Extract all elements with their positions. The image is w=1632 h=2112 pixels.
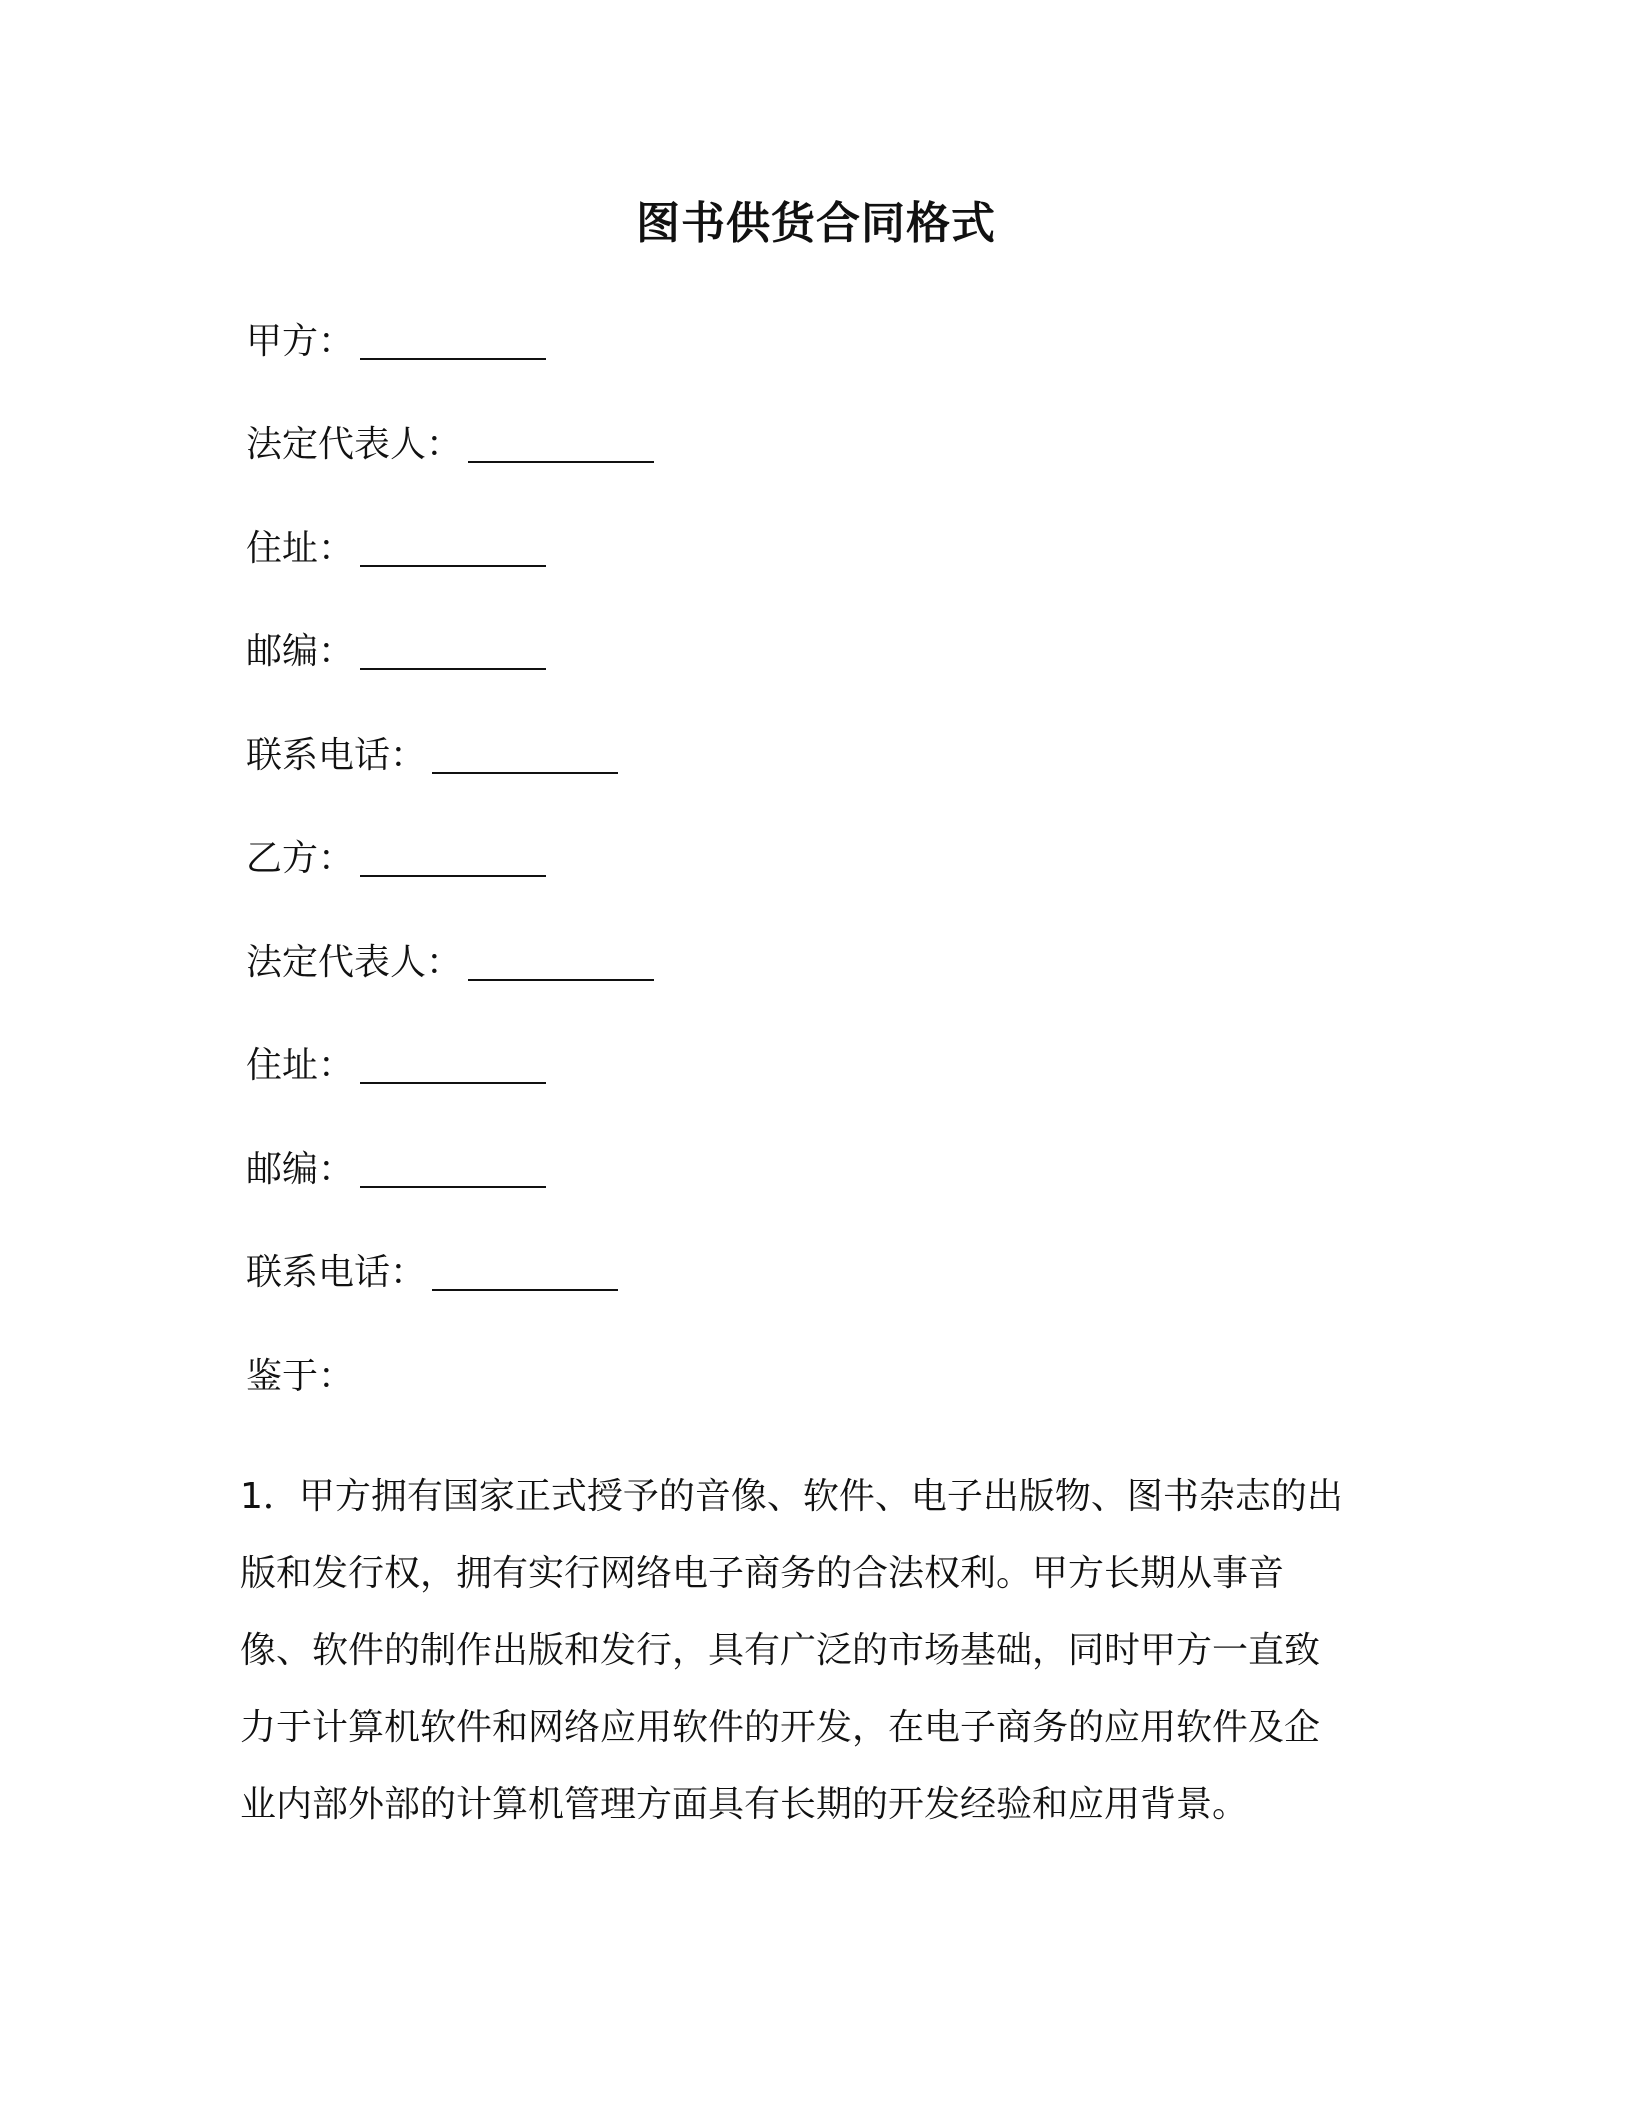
party-b-postcode-field xyxy=(246,1146,546,1194)
paragraph-line: 版和发行权，拥有实行网络电子商务的合法权利。甲方长期从事音 xyxy=(240,1553,1285,1594)
party-a-field xyxy=(246,318,546,366)
paragraph-line: 像、软件的制作出版和发行，具有广泛的市场基础，同时甲方一直致 xyxy=(240,1630,1321,1671)
clause-1-paragraph xyxy=(240,1458,1400,1843)
party-b-address-field xyxy=(246,1042,546,1090)
party-a-postcode-field xyxy=(246,628,546,676)
party-a-postcode-label: 邮编： xyxy=(246,631,355,672)
party-b-blank xyxy=(360,835,546,877)
paragraph-line: 力于计算机软件和网络应用软件的开发，在电子商务的应用软件及企 xyxy=(240,1707,1321,1748)
paragraph-line: 业内部外部的计算机管理方面具有长期的开发经验和应用背景。 xyxy=(240,1784,1249,1825)
party-b-field xyxy=(246,835,546,883)
party-a-address-field xyxy=(246,525,546,573)
party-a-phone-field xyxy=(246,732,618,780)
party-a-blank xyxy=(360,318,546,360)
party-b-postcode-label: 邮编： xyxy=(246,1149,355,1190)
party-a-postcode-blank xyxy=(360,628,546,670)
party-b-legal-rep-blank xyxy=(468,939,654,981)
party-b-phone-field xyxy=(246,1249,618,1297)
party-a-legal-rep-blank xyxy=(468,421,654,463)
party-b-address-blank xyxy=(360,1042,546,1084)
party-a-address-blank xyxy=(360,525,546,567)
whereas-heading: 鉴于： xyxy=(246,1356,355,1397)
paragraph-line: 1．甲方拥有国家正式授予的音像、软件、电子出版物、图书杂志的出 xyxy=(240,1476,1343,1517)
party-b-label: 乙方： xyxy=(246,838,355,879)
party-b-legal-rep-field xyxy=(246,939,654,987)
party-b-postcode-blank xyxy=(360,1146,546,1188)
party-a-phone-label: 联系电话： xyxy=(246,735,427,776)
party-b-legal-rep-label: 法定代表人： xyxy=(246,942,463,983)
party-b-phone-blank xyxy=(432,1249,618,1291)
party-a-legal-rep-field xyxy=(246,421,654,469)
party-a-phone-blank xyxy=(432,732,618,774)
party-a-address-label: 住址： xyxy=(246,528,355,569)
party-b-address-label: 住址： xyxy=(246,1045,355,1086)
party-a-label: 甲方： xyxy=(246,321,355,362)
party-a-legal-rep-label: 法定代表人： xyxy=(246,424,463,465)
party-b-phone-label: 联系电话： xyxy=(246,1252,427,1293)
document-title: 图书供货合同格式 xyxy=(636,198,996,249)
